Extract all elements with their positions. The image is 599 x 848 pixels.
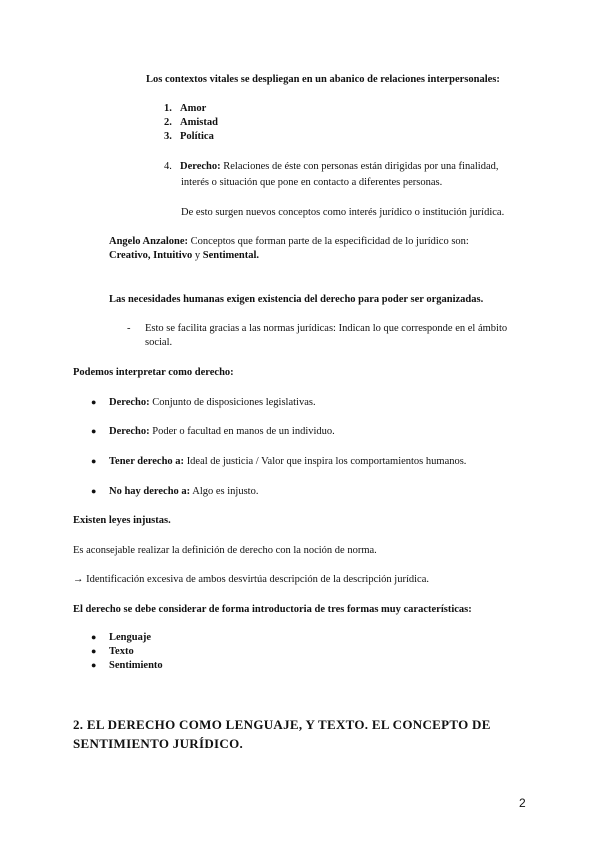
bullet-icon: ● — [91, 397, 97, 407]
interpretation-text: Ideal de justicia / Valor que inspira los comportamientos humanos. — [184, 456, 467, 467]
list-number: 1. — [164, 103, 172, 114]
formas-heading: El derecho se debe considerar de forma introductoria de tres formas muy características: — [73, 604, 472, 615]
interpretation-term: Tener derecho a: — [109, 456, 185, 467]
derecho-term: Derecho: — [180, 161, 221, 172]
section-title: 2. EL DERECHO COMO LENGUAJE, Y TEXTO. EL CONCEPTO DE — [73, 717, 491, 732]
list-text: Política — [180, 131, 214, 142]
forma-item: Texto — [109, 646, 134, 657]
bullet-icon: ● — [91, 486, 97, 496]
leyes-injustas: Existen leyes injustas. — [73, 515, 171, 526]
bullet-icon: ● — [91, 646, 97, 656]
bullet-icon: ● — [91, 632, 97, 642]
derecho-extra: De esto surgen nuevos conceptos como interés jurídico o institución jurídica. — [181, 207, 505, 218]
page-number: 2 — [519, 796, 526, 810]
interpretation-item — [109, 484, 258, 499]
forma-item: Sentimiento — [109, 660, 163, 671]
list-number: 3. — [164, 131, 172, 142]
dash-item-text-cont: social. — [145, 337, 173, 348]
list-item-amor — [164, 101, 206, 116]
forma-item: Lenguaje — [109, 632, 151, 643]
interpretation-item — [109, 395, 316, 410]
interpretation-term: No hay derecho a: — [109, 486, 191, 497]
list-number: 2. — [164, 117, 172, 128]
bullet-icon: ● — [91, 456, 97, 466]
derecho-desc: Relaciones de éste con personas están dirigidas por una finalidad, — [220, 161, 499, 172]
aconsejable-text: Es aconsejable realizar la definición de derecho con la noción de norma. — [73, 545, 377, 556]
interpretar-heading: Podemos interpretar como derecho: — [73, 367, 234, 378]
list-text: Amor — [180, 103, 207, 114]
terms-b: Sentimental. — [202, 250, 260, 261]
dash-marker: - — [127, 323, 131, 334]
list-item-politica — [164, 129, 214, 144]
terms-a: Creativo, Intuitivo — [109, 250, 193, 261]
necesidades-heading: Las necesidades humanas exigen existencia del derecho para poder ser organizadas. — [109, 294, 484, 305]
bullet-icon: ● — [91, 660, 97, 670]
anzalone-terms — [109, 248, 259, 263]
author-name: Angelo Anzalone: — [109, 236, 189, 247]
interpretation-term: Derecho: — [109, 397, 150, 408]
anzalone-text: Conceptos que forman parte de la especificidad de lo jurídico son: — [188, 236, 469, 247]
anzalone-paragraph — [109, 234, 469, 249]
list-item-derecho — [164, 159, 499, 174]
section-title-cont: SENTIMIENTO JURÍDICO. — [73, 736, 244, 751]
list-text: Amistad — [180, 117, 218, 128]
intro-heading: Los contextos vitales se despliegan en un abanico de relaciones interpersonales: — [146, 74, 500, 85]
interpretation-text: Poder o facultad en manos de un individuo. — [149, 426, 335, 437]
dash-item-text: Esto se facilita gracias a las normas jurídicas: Indican lo que corresponde en el ámbito — [145, 323, 508, 334]
arrow-line: → Identificación excesiva de ambos desvirtúa descripción de la descripción jurídica. — [73, 574, 429, 585]
interpretation-text: Algo es injusto. — [190, 486, 259, 497]
list-item-amistad — [164, 115, 218, 130]
derecho-desc-cont: interés o situación que pone en contacto a diferentes personas. — [181, 177, 443, 188]
interpretation-item — [109, 424, 335, 439]
terms-y: y — [192, 250, 203, 261]
list-number: 4. — [164, 161, 172, 172]
interpretation-text: Conjunto de disposiciones legislativas. — [149, 397, 316, 408]
interpretation-term: Derecho: — [109, 426, 150, 437]
bullet-icon: ● — [91, 426, 97, 436]
interpretation-item — [109, 454, 466, 469]
